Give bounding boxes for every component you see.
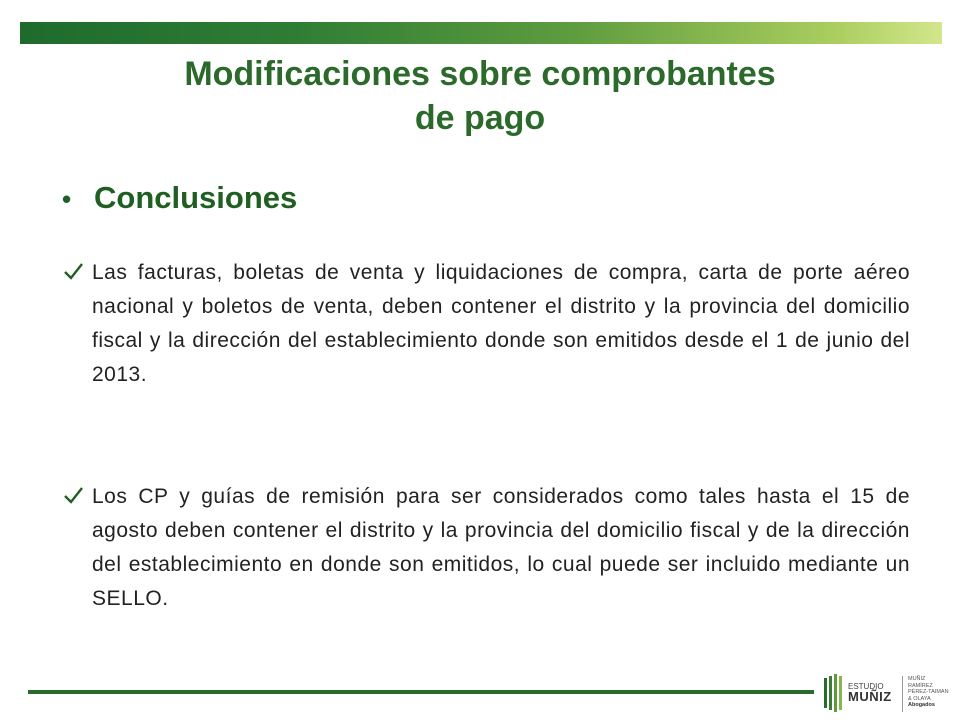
section-heading [62,176,297,221]
logo-partners [908,676,949,709]
slide-title [40,52,920,140]
conclusion-text-1: Las facturas, boletas de venta y liquidaciones de compra, carta de porte aéreo nacional y boletos de venta, deben contener el distrito y la provincia del domicilio fiscal y la dirección del establecimiento donde son emitidos desde el 1 de junio del 2013. [92,261,910,386]
logo-wordmark [848,682,892,702]
logo-partner: PÉREZ-TAIMAN [908,689,949,695]
check-icon [62,484,84,506]
logo-suffix: Abogados [908,702,935,708]
logo-bars-icon [824,674,846,712]
top-accent-bar [20,22,942,44]
logo-partner: MUÑIZ [908,676,926,682]
bullet-dot-icon: • [62,184,72,214]
logo-estudio: ESTUDIO [848,682,884,691]
firm-logo [822,672,952,716]
logo-name: MUÑIZ [848,689,892,704]
conclusion-text-2: Los CP y guías de remisión para ser considerados como tales hasta el 15 de agosto deben contener el distrito y la provincia del domicilio fiscal y de la dirección del establecimiento en donde son emitidos, lo cual puede ser incluido mediante un SELLO. [92,485,910,610]
logo-partner: & OLAYA [908,695,931,702]
bottom-rule [28,690,814,694]
logo-partner: RAMÍREZ [908,682,933,689]
conclusion-item-2 [62,480,910,616]
logo-divider [902,676,903,712]
title-line-1: Modificaciones sobre comprobantes [184,55,776,93]
conclusion-item-1 [62,256,910,392]
check-icon [62,260,84,282]
section-heading-text: Conclusiones [94,180,298,215]
title-line-2: de pago [414,99,546,137]
